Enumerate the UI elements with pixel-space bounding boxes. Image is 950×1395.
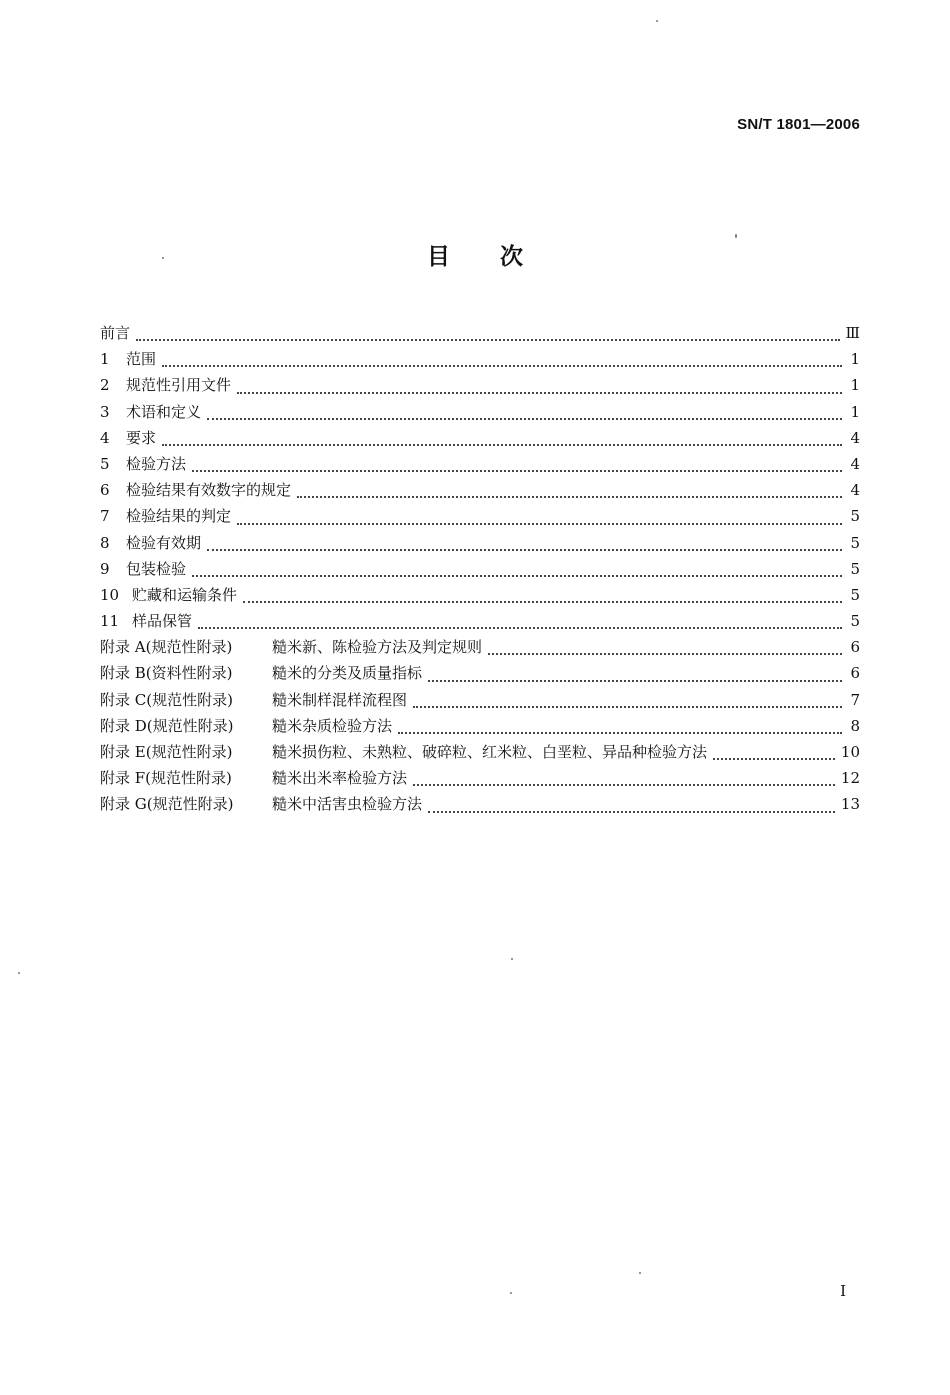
toc-entry-label: 范围 [126,350,157,369]
toc-entry-page: 13 [840,795,860,814]
standard-code: SN/T 1801—2006 [737,116,860,133]
toc-entry-number: 3 [100,402,110,421]
toc-leader-dots [162,444,842,446]
toc-entry-page: Ⅲ [845,324,860,342]
toc-entry-number: 附录 E(规范性附录) [100,743,233,761]
toc-entry-page: 7 [850,690,860,709]
toc-entry-page: 10 [840,743,860,761]
scan-speck [511,958,513,960]
scan-speck [162,257,164,259]
toc-entry-label: 糙米制样混样流程图 [272,690,408,709]
toc-entry-page: 1 [850,402,860,421]
scan-speck [656,20,658,22]
toc-leader-dots [488,653,842,655]
toc-entry-label: 术语和定义 [126,402,202,421]
toc-leader-dots [198,627,842,629]
toc-entry-page: 6 [850,638,860,657]
toc-entry-number: 附录 G(规范性附录) [100,795,234,814]
toc-entry-6[interactable] [100,479,860,505]
toc-leader-dots [297,496,842,498]
toc-entry-number: 2 [100,376,110,395]
toc-leader-dots [207,418,842,420]
toc-entry-label: 规范性引用文件 [126,376,232,395]
toc-leader-dots [136,339,840,341]
toc-entry-label: 糙米出米率检验方法 [272,769,408,788]
toc-leader-dots [237,523,842,525]
toc-entry-page: 6 [850,664,860,683]
toc-entry-label: 糙米中活害虫检验方法 [272,795,423,814]
toc-entry-label: 检验方法 [126,454,187,473]
toc-entry-number: 4 [100,428,110,447]
toc-entry-label: 样品保管 [132,612,193,631]
toc-entry-label: 糙米杂质检验方法 [272,716,393,735]
toc-entry-number: 附录 D(规范性附录) [100,716,234,735]
toc-entry-4[interactable] [100,427,860,453]
scan-speck [735,234,737,238]
toc-entry-5[interactable] [100,453,860,479]
toc-entry-page: 12 [840,769,860,788]
toc-entry-8[interactable] [100,532,860,558]
toc-leader-dots [428,811,835,813]
page-number: I [840,1282,846,1300]
toc-leader-dots [713,758,835,760]
scan-speck [510,1292,512,1294]
toc-leader-dots [428,680,842,682]
toc-entry-page: 4 [850,428,860,447]
toc-entry-label: 检验结果有效数字的规定 [126,481,292,500]
toc-leader-dots [192,470,842,472]
toc-entry-page: 5 [850,533,860,552]
toc-entry-annex-e[interactable] [100,741,860,767]
toc-entry-number: 1 [100,350,110,369]
toc-title: 目次 [427,243,573,270]
toc-entry-number: 6 [100,481,110,500]
toc-entry-label: 前言 [100,324,131,342]
toc-leader-dots [237,392,842,394]
toc-entry-page: 5 [850,507,860,526]
toc-entry-number: 8 [100,533,110,552]
toc-entry-number: 11 [100,612,120,631]
toc-entry-label: 检验有效期 [126,533,202,552]
scan-speck [18,972,20,974]
toc-entry-11[interactable] [100,610,860,636]
toc-entry-number: 10 [100,585,120,604]
toc-leader-dots [243,601,842,603]
toc-entry-number: 5 [100,454,110,473]
toc-entry-7[interactable] [100,505,860,531]
table-of-contents [100,322,860,820]
toc-leader-dots [207,549,842,551]
toc-leader-dots [398,732,842,734]
toc-entry-label: 检验结果的判定 [126,507,232,526]
toc-leader-dots [413,784,835,786]
toc-entry-page: 8 [850,716,860,735]
toc-entry-annex-b[interactable] [100,662,860,688]
toc-entry-label: 糙米损伤粒、未熟粒、破碎粒、红米粒、白垩粒、异品种检验方法 [272,743,708,761]
toc-entry-label: 贮藏和运输条件 [132,585,238,604]
toc-entry-annex-c[interactable] [100,689,860,715]
toc-entry-label: 包装检验 [126,559,187,578]
toc-leader-dots [192,575,842,577]
toc-entry-page: 1 [850,376,860,395]
toc-entry-page: 4 [850,481,860,500]
toc-entry-page: 5 [850,612,860,631]
toc-entry-page: 5 [850,559,860,578]
toc-entry-number: 9 [100,559,110,578]
toc-entry-2[interactable] [100,374,860,400]
toc-entry-annex-a[interactable] [100,636,860,662]
toc-leader-dots [162,365,842,367]
toc-entry-1[interactable] [100,348,860,374]
toc-entry-label: 糙米的分类及质量指标 [272,664,423,683]
toc-entry-number: 7 [100,507,110,526]
toc-entry-9[interactable] [100,558,860,584]
toc-entry-annex-d[interactable] [100,715,860,741]
toc-entry-number: 附录 A(规范性附录) [100,638,233,657]
toc-entry-page: 1 [850,350,860,369]
toc-entry-3[interactable] [100,401,860,427]
toc-entry-annex-g[interactable] [100,793,860,819]
toc-entry-10[interactable] [100,584,860,610]
toc-entry-foreword[interactable] [100,322,860,348]
toc-leader-dots [413,706,842,708]
toc-entry-number: 附录 F(规范性附录) [100,769,232,788]
toc-entry-number: 附录 C(规范性附录) [100,690,233,709]
toc-entry-label: 要求 [126,428,157,447]
toc-entry-annex-f[interactable] [100,767,860,793]
scan-speck [639,1272,641,1274]
toc-entry-page: 5 [850,585,860,604]
toc-entry-label: 糙米新、陈检验方法及判定规则 [272,638,483,657]
toc-entry-page: 4 [850,454,860,473]
toc-entry-number: 附录 B(资料性附录) [100,664,233,683]
